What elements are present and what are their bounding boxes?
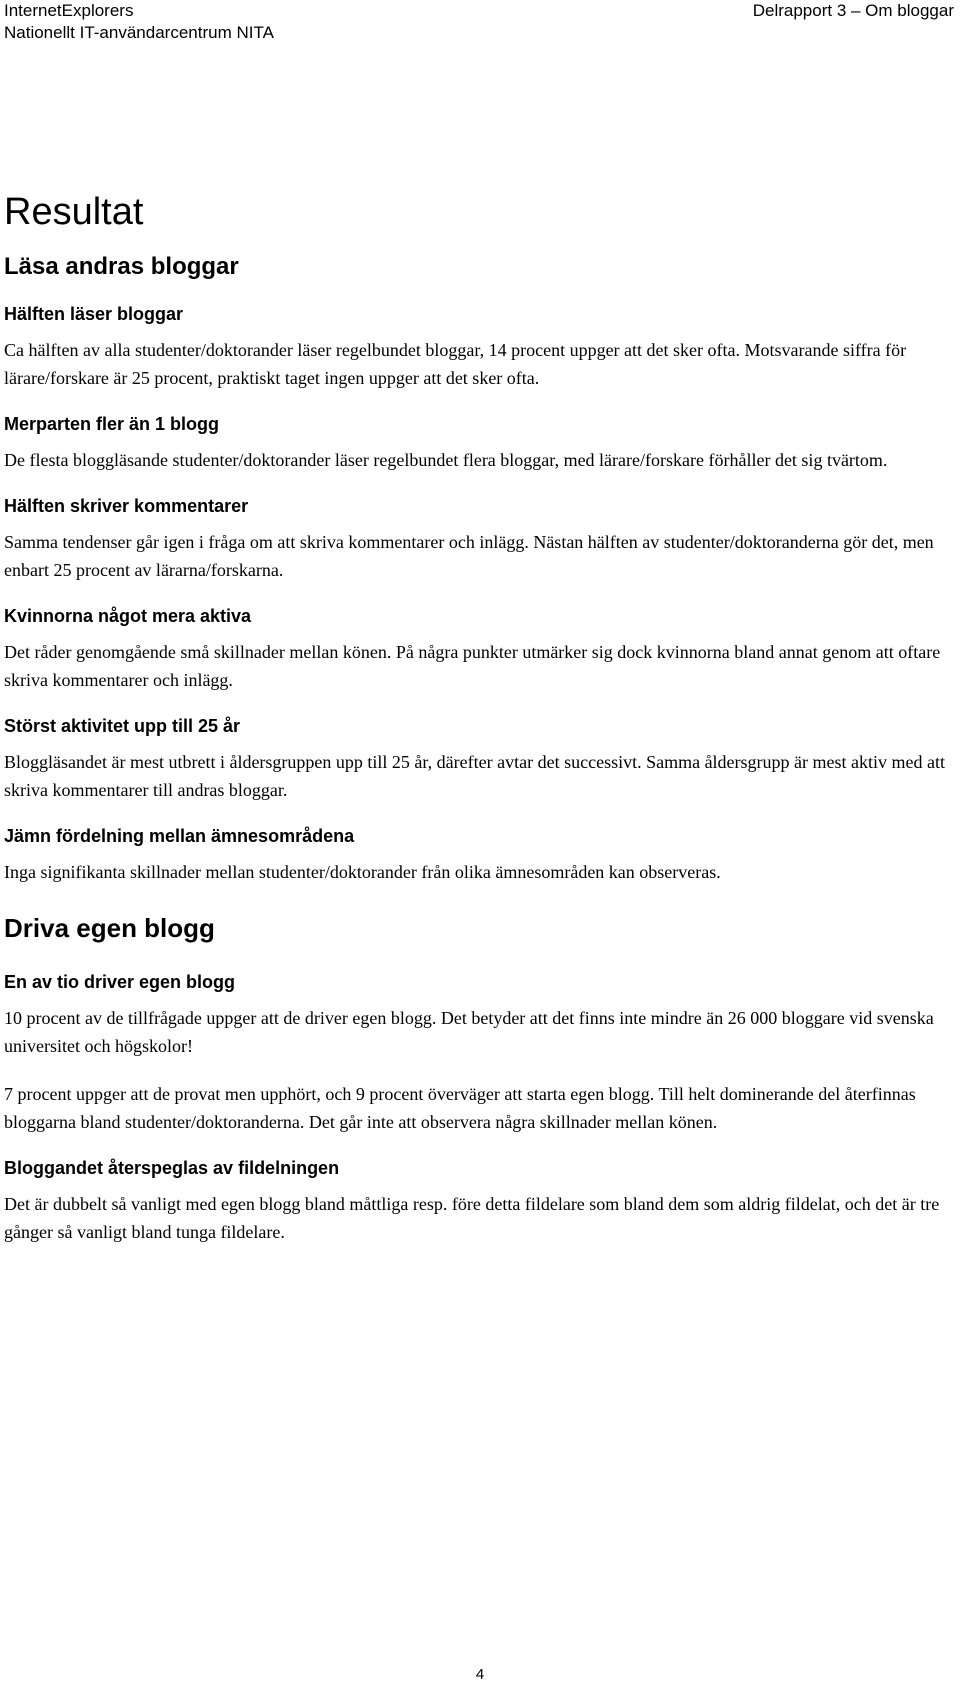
subheading: Jämn fördelning mellan ämnesområdena xyxy=(4,826,355,846)
subheading: Störst aktivitet upp till 25 år xyxy=(4,716,241,736)
running-header-left xyxy=(4,0,274,44)
header-report-title: Delrapport 3 – Om bloggar xyxy=(752,1,954,20)
paragraph: De flesta bloggläsande studenter/doktorander läser regelbundet flera bloggar, med lärare/forskare förhåller det sig tvärtom. xyxy=(4,450,888,470)
section-heading: Läsa andras bloggar xyxy=(4,253,239,280)
section-heading: Driva egen blogg xyxy=(4,913,215,943)
paragraph: 10 procent av de tillfrågade uppger att de driver egen blogg. Det betyder att det finns inte mindre än 26 000 bloggare vid svenska universitet och högskolor! xyxy=(4,1008,934,1056)
subheading: Hälften skriver kommentarer xyxy=(4,496,249,516)
running-header-right xyxy=(753,0,954,22)
header-organization: Nationellt IT-användarcentrum NITA xyxy=(4,23,274,42)
subheading: Kvinnorna något mera aktiva xyxy=(4,606,252,626)
header-title: InternetExplorers xyxy=(4,1,134,20)
subheading: Merparten fler än 1 blogg xyxy=(4,414,220,434)
paragraph: Det är dubbelt så vanligt med egen blogg bland måttliga resp. före detta fildelare som bland dem som aldrig fildelat, och det är tre gånger så vanligt bland tunga fildelare. xyxy=(4,1194,940,1242)
paragraph: 7 procent uppger att de provat men upphört, och 9 procent överväger att starta egen blogg. Till helt dominerande del återfinnas bloggarna bland studenter/doktoranderna. Det går inte att observera några skillnader mellan könen. xyxy=(4,1084,916,1132)
paragraph: Inga signifikanta skillnader mellan studenter/doktorander från olika ämnesområden kan observeras. xyxy=(4,862,721,882)
page-title: Resultat xyxy=(4,191,144,233)
paragraph: Bloggläsandet är mest utbrett i åldersgruppen upp till 25 år, därefter avtar det successivt. Samma åldersgrupp är mest aktiv med att skriva kommentarer till andras bloggar. xyxy=(4,752,945,800)
subheading: Bloggandet återspeglas av fildelningen xyxy=(4,1158,340,1178)
paragraph: Det råder genomgående små skillnader mellan könen. På några punkter utmärker sig dock kvinnorna bland annat genom att oftare skriva kommentarer och inlägg. xyxy=(4,642,941,690)
page-number: 4 xyxy=(475,1666,485,1683)
section-read-blogs xyxy=(4,252,954,886)
section-own-blog xyxy=(4,912,954,1246)
paragraph: Samma tendenser går igen i fråga om att skriva kommentarer och inlägg. Nästan hälften av studenter/doktoranderna gör det, men enbart 25 procent av lärarna/forskarna. xyxy=(4,532,934,580)
subheading: Hälften läser bloggar xyxy=(4,304,184,324)
subheading: En av tio driver egen blogg xyxy=(4,972,236,992)
paragraph: Ca hälften av alla studenter/doktorander läser regelbundet bloggar, 14 procent uppger att det sker ofta. Motsvarande siffra för lärare/forskare är 25 procent, praktiskt taget ingen uppger att det sker ofta. xyxy=(4,340,907,388)
document-body xyxy=(4,190,954,1266)
